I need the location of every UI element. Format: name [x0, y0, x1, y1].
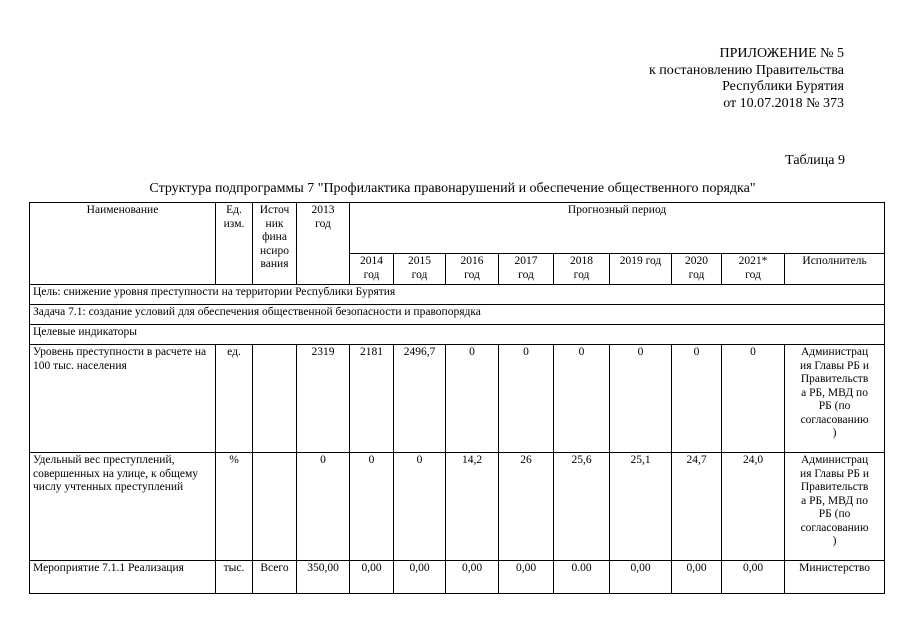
executor-line: Администрац	[800, 454, 869, 466]
row-executor	[785, 453, 885, 561]
row-value: 0,00	[722, 561, 785, 594]
table-number-label: Таблица 9	[785, 153, 845, 168]
executor-line: Правительств	[800, 373, 869, 385]
indicators-row: Целевые индикаторы	[30, 325, 885, 345]
table-row	[30, 345, 885, 453]
row-value: 0,00	[610, 561, 672, 594]
header-source-line: вания	[260, 258, 289, 270]
year-line: 2016	[460, 255, 484, 267]
executor-line: )	[832, 535, 837, 547]
executor-line: согласованию	[800, 521, 869, 534]
header-unit	[216, 203, 253, 285]
row-value: 0	[722, 345, 785, 453]
row-value: 0	[350, 453, 394, 561]
goal-row: Цель: снижение уровня преступности на территории Республики Бурятия	[30, 285, 885, 305]
row-executor	[785, 345, 885, 453]
header-unit-line: изм.	[223, 217, 245, 230]
header-year	[722, 254, 785, 285]
row-value: 24,7	[672, 453, 722, 561]
row-unit: тыс.	[216, 561, 253, 594]
row-value: 24,0	[722, 453, 785, 561]
row-value: 25,1	[610, 453, 672, 561]
subprogram-structure-table	[29, 202, 885, 594]
row-value: 0,00	[499, 561, 554, 594]
year-line: год	[464, 268, 480, 281]
header-year	[610, 254, 672, 285]
row-value: 0,00	[672, 561, 722, 594]
executor-line: Правительств	[800, 481, 869, 493]
year-line: 2015	[408, 255, 431, 267]
row-value: 0.00	[554, 561, 610, 594]
header-unit-line: Ед.	[226, 204, 242, 216]
appendix-line: Республики Бурятия	[722, 79, 844, 94]
header-forecast-period: Прогнозный период	[350, 203, 885, 254]
row-name: Мероприятие 7.1.1 Реализация	[30, 561, 216, 594]
header-year	[446, 254, 499, 285]
year-line: год	[745, 268, 761, 281]
header-source-line: нсиро	[260, 244, 289, 257]
header-year	[672, 254, 722, 285]
year-line: 2019 год	[619, 255, 662, 267]
executor-line: Министерство	[799, 562, 871, 574]
row-value: 0,00	[394, 561, 446, 594]
header-year	[394, 254, 446, 285]
year-line: год	[518, 268, 534, 281]
header-year	[554, 254, 610, 285]
year-line: год	[411, 268, 428, 281]
row-unit: ед.	[216, 345, 253, 453]
task-row: Задача 7.1: создание условий для обеспечения общественной безопасности и правопорядка	[30, 305, 885, 325]
header-source-line: ник	[265, 217, 284, 230]
document-title: Структура подпрограммы 7 "Профилактика правонарушений и обеспечение общественного порядка"	[149, 181, 756, 196]
row-value: 0	[499, 345, 554, 453]
row-value-2013: 350,00	[297, 561, 350, 594]
header-source-line: фина	[262, 231, 287, 243]
year-line: 2017	[514, 255, 538, 267]
appendix-line: к постановлению Правительства	[648, 62, 844, 78]
year-line: 2018	[570, 255, 593, 267]
executor-line: ия Главы РБ и	[800, 467, 870, 480]
year-line: год	[573, 268, 590, 281]
row-value-2013: 0	[297, 453, 350, 561]
row-value: 0	[672, 345, 722, 453]
row-value: 25,6	[554, 453, 610, 561]
row-value: 2181	[350, 345, 394, 453]
executor-line: РБ (по	[818, 508, 851, 520]
year-line: 2014	[360, 255, 383, 267]
appendix-line: ПРИЛОЖЕНИЕ № 5	[719, 46, 844, 61]
appendix-header	[649, 46, 844, 112]
year-line: год	[363, 268, 380, 281]
year-line: 2021*	[738, 255, 768, 267]
row-value: 0	[554, 345, 610, 453]
row-value: 14,2	[446, 453, 499, 561]
executor-line: согласованию	[800, 413, 869, 426]
row-name: Уровень преступности в расчете на 100 тыс. населения	[30, 345, 216, 453]
executor-line: а РБ, МВД по	[801, 386, 868, 399]
row-unit: %	[216, 453, 253, 561]
header-source-line: Источ	[259, 204, 290, 216]
executor-line: Администрац	[800, 346, 869, 358]
appendix-line: от 10.07.2018 № 373	[723, 95, 844, 111]
header-name: Наименование	[30, 203, 216, 285]
row-source: Всего	[253, 561, 297, 594]
header-2013-line: год	[315, 217, 331, 230]
header-source	[253, 203, 297, 285]
year-line: 2020	[685, 255, 708, 267]
header-2013	[297, 203, 350, 285]
row-value: 0,00	[446, 561, 499, 594]
row-source	[253, 345, 297, 453]
executor-line: )	[832, 427, 837, 439]
header-year	[350, 254, 394, 285]
row-value-2013: 2319	[297, 345, 350, 453]
header-year	[499, 254, 554, 285]
row-source	[253, 453, 297, 561]
row-value: 2496,7	[394, 345, 446, 453]
row-value: 0	[394, 453, 446, 561]
year-line: год	[688, 268, 705, 281]
row-value: 0,00	[350, 561, 394, 594]
executor-line: а РБ, МВД по	[801, 494, 868, 507]
row-value: 26	[499, 453, 554, 561]
executor-line: ия Главы РБ и	[800, 359, 870, 372]
executor-line: РБ (по	[818, 400, 851, 412]
header-2013-line: 2013	[311, 204, 335, 216]
row-value: 0	[446, 345, 499, 453]
row-value: 0	[610, 345, 672, 453]
row-name: Удельный вес преступлений, совершенных на улице, к общему числу учтенных преступлений	[30, 453, 216, 561]
table-row	[30, 453, 885, 561]
row-executor	[785, 561, 885, 594]
header-executor: Исполнитель	[785, 254, 885, 285]
table-row	[30, 561, 885, 594]
